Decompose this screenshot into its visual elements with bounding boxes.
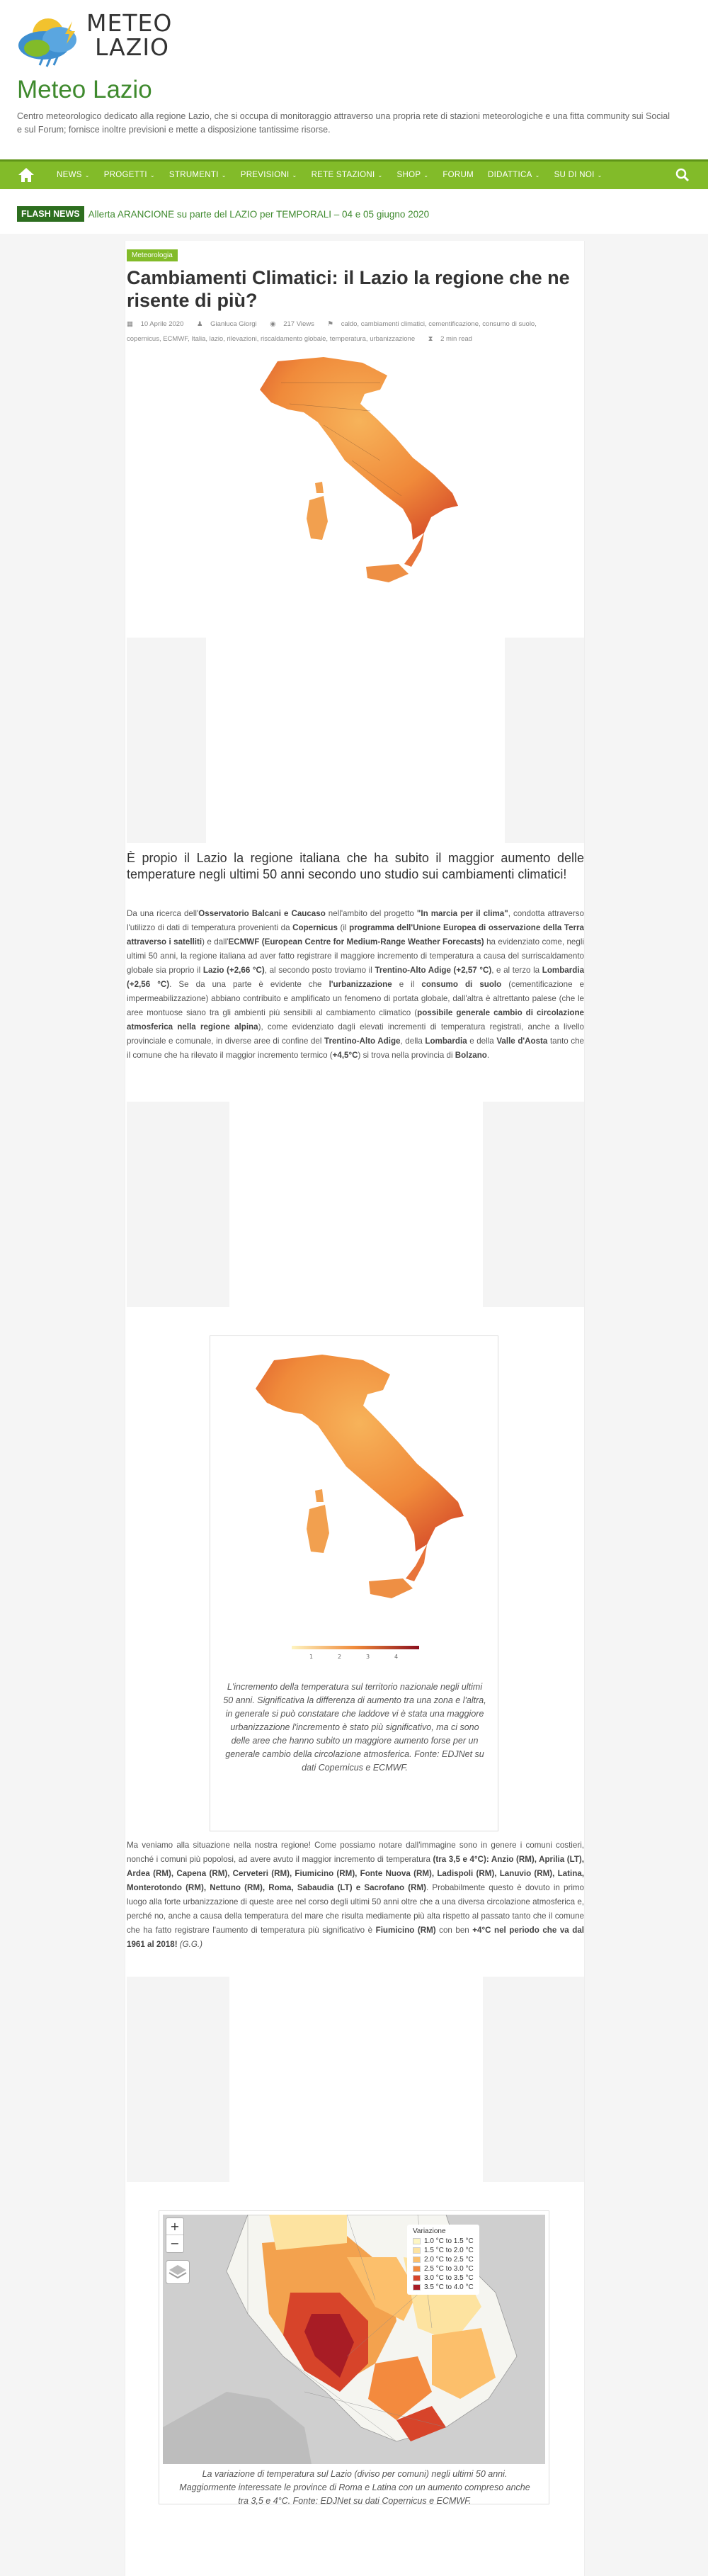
text-span: , e al terzo la [491, 966, 542, 975]
hourglass-icon: ⧗ [428, 335, 435, 343]
legend-label: 2.0 °C to 2.5 °C [424, 2256, 474, 2264]
nav-item-label: PROGETTI [103, 171, 147, 179]
interactive-map[interactable] [163, 2215, 545, 2464]
italy-heat-map-image [239, 354, 472, 599]
nav-item-shop[interactable] [390, 162, 436, 189]
legend-swatch [413, 2266, 421, 2272]
text-span: con ben [435, 1926, 473, 1935]
meta-author-text: Gianluca Giorgi [210, 320, 257, 328]
chevron-down-icon: ⌄ [292, 172, 297, 179]
legend-row [413, 2246, 474, 2255]
nav-item-label: DIDATTICA [488, 171, 532, 179]
nav-item-label: PREVISIONI [240, 171, 290, 179]
chevron-down-icon: ⌄ [149, 172, 155, 179]
legend-row [413, 2264, 474, 2273]
legend-rows [413, 2237, 474, 2292]
legend-swatch [413, 2238, 421, 2244]
figure-italy-temperature [210, 1335, 498, 1831]
article [125, 241, 585, 2576]
bold-span: Fiumicino (RM) [375, 1926, 436, 1935]
meta-date-text: 10 Aprile 2020 [140, 320, 184, 328]
text-span: . [486, 1051, 490, 1060]
calendar-icon: ▦ [127, 320, 135, 328]
scale-label: 3 [366, 1654, 370, 1660]
ad-placeholder [483, 1102, 584, 1307]
bold-span: +4°C nel periodo che va dal 1961 al 2018! [127, 1926, 584, 1949]
bold-span: Trentino-Alto Adige (+2,57 °C) [375, 966, 492, 975]
bold-span: Lombardia [425, 1036, 467, 1046]
legend-label: 1.0 °C to 1.5 °C [424, 2237, 474, 2245]
nav-menu [50, 162, 610, 189]
scale-label: 1 [309, 1654, 314, 1660]
logo-cloud-icon [16, 6, 86, 74]
italic-span: (G.G.) [179, 1940, 202, 1949]
text-span: nell'ambito del progetto [325, 909, 417, 918]
logo-word-bottom: LAZIO [95, 33, 170, 61]
bold-span: Bolzano [455, 1051, 487, 1060]
site-logo[interactable] [16, 6, 173, 74]
figure-caption: L'incremento della temperatura sul territorio nazionale negli ultimi 50 anni. Significativa la differenza di aumento tra una zona e l'altra, in generale si può constatare che laddove vi è stata una maggiore urbanizzazione l'incremento è stato più significativo, ma ci sono delle aree che hanno subito un maggiore aumento forse per un generale cambio della circolazione atmosferica. Fonte: EDJNet su dati Copernicus e ECMWF. [223, 1682, 486, 1773]
user-icon: ♟ [197, 320, 205, 328]
site-description: Centro meteorologico dedicato alla regione Lazio, che si occupa di monitoraggio attraverso una propria rete di stazioni meteorologiche e una fitta community sui Social e sul Forum; fornisce inoltre previsioni e mette a disposizione tantissime risorse. [17, 111, 670, 135]
text-span: ha evidenziato come, negli ultimi 50 anni, la regione italiana ad aver fatto registrare il maggiore incremento di temperatura a causa del surriscaldamento globale sia proprio il [127, 937, 584, 975]
text-span: . Probabilmente questo è dovuto in primo luogo alla forte urbanizzazione di queste aree nel corso degli ultimi 50 anni oltre che a una diversa circolazione atmosferica e, perché no, anche a causa della temperatura del mare che risulta mediamente più alta rispetto al passato tanto che il comune che ha fatto registrare l'aumento di temperatura più significativo è [127, 1883, 584, 1935]
bold-span: possibile generale cambio di circolazione atmosferica nella regione alpina [127, 1008, 584, 1032]
layers-icon [166, 2261, 189, 2283]
meta-views-text: 217 Views [283, 320, 314, 328]
bold-span: Valle d'Aosta [496, 1036, 548, 1046]
eye-icon: ◉ [270, 320, 278, 328]
article-paragraph-1 [127, 907, 584, 1063]
scale-label: 2 [338, 1654, 342, 1660]
chevron-down-icon: ⌄ [84, 172, 90, 179]
flash-news-badge: FLASH NEWS [17, 206, 84, 222]
article-title: Cambiamenti Climatici: il Lazio la regione che ne risente di più? [127, 267, 570, 311]
chevron-down-icon: ⌄ [221, 172, 227, 179]
text-span: ), come evidenziato dagli elevati incrementi di temperatura registrati, anche a livello provinciale e comunale, in diverse aree di confine del [127, 1022, 585, 1046]
legend-swatch [413, 2275, 421, 2281]
chevron-down-icon: ⌄ [535, 172, 540, 179]
meta-tags-text: caldo, cambiamenti climatici, cementificazione, consumo di suolo, copernicus, ECMWF, Italia, lazio, rilevazioni, riscaldamento globale, temperatura, urbanizzazione [127, 320, 537, 343]
text-span: , al secondo posto troviamo il [264, 966, 375, 975]
bold-span: Copernicus [292, 923, 338, 932]
bold-span: +4,5°C [332, 1051, 358, 1060]
nav-item-strumenti[interactable] [162, 162, 234, 189]
meta-date[interactable] [127, 320, 189, 328]
text-span: Da una ricerca dell' [127, 909, 199, 918]
nav-item-label: SHOP [396, 171, 421, 179]
ad-placeholder [127, 638, 206, 843]
nav-item-progetti[interactable] [97, 162, 162, 189]
nav-item-su-di-noi[interactable] [547, 162, 610, 189]
legend-label: 3.0 °C to 3.5 °C [424, 2274, 474, 2282]
nav-item-didattica[interactable] [481, 162, 547, 189]
legend-swatch [413, 2256, 421, 2263]
text-span: e il [392, 980, 422, 989]
bold-span: "In marcia per il clima" [416, 909, 508, 918]
chevron-down-icon: ⌄ [597, 172, 603, 179]
nav-item-label: STRUMENTI [169, 171, 219, 179]
zoom-out-button[interactable]: − [170, 2237, 180, 2250]
lazio-choropleth-map [163, 2215, 545, 2464]
search-icon[interactable] [675, 168, 690, 182]
flash-news-link[interactable]: Allerta ARANCIONE su parte del LAZIO per TEMPORALI – 04 e 05 giugno 2020 [88, 208, 430, 220]
article-meta [127, 317, 566, 346]
tag-icon: ⚑ [327, 320, 336, 328]
legend-row [413, 2273, 474, 2283]
figure-lazio-map [159, 2210, 549, 2504]
article-paragraph-2 [127, 1838, 584, 1952]
legend-swatch [413, 2284, 421, 2290]
meta-read-time [428, 335, 478, 343]
meta-author[interactable] [197, 320, 263, 328]
site-header [0, 0, 708, 159]
meta-read-text: 2 min read [440, 335, 472, 343]
legend-title: Variazione [413, 2227, 446, 2235]
ad-placeholder [127, 1977, 229, 2182]
bold-span: l'urbanizzazione [329, 980, 392, 989]
nav-item-label: FORUM [442, 171, 474, 179]
ad-placeholder [505, 638, 584, 843]
bold-span: Osservatorio Balcani e Caucaso [198, 909, 326, 918]
flash-news-bar [17, 205, 429, 222]
nav-item-news[interactable] [50, 162, 97, 189]
text-span: ) si trova nella provincia di [358, 1051, 455, 1060]
bold-span: ECMWF (European Centre for Medium-Range Weather Forecasts) [228, 937, 484, 947]
text-span: Ma veniamo alla situazione nella nostra regione! Come possiamo notare dall'immagine sono in genere i comuni costieri, nonché i comuni più popolosi, ad avere avuto il maggior incremento di temperatura [127, 1841, 584, 1864]
nav-item-previsioni[interactable] [234, 162, 304, 189]
italy-temperature-map-image [239, 1350, 472, 1620]
ad-placeholder [127, 1102, 229, 1307]
chevron-down-icon: ⌄ [377, 172, 383, 179]
meta-views [270, 320, 320, 328]
bold-span: Lazio (+2,66 °C) [202, 966, 265, 975]
layers-button[interactable] [166, 2260, 190, 2284]
bold-span: programma dell'Unione Europea di osservazione della Terra attraverso i satelliti [127, 923, 585, 947]
zoom-in-button[interactable]: + [166, 2218, 183, 2235]
text-span: e della [467, 1036, 497, 1046]
legend-swatch [413, 2247, 421, 2254]
legend-label: 2.5 °C to 3.0 °C [424, 2265, 474, 2273]
home-icon[interactable] [17, 166, 35, 183]
text-span: tanto che il comune che ha rilevato il maggior incremento termico ( [127, 1036, 585, 1060]
text-span: (cementificazione e impermeabilizzazione) abbiano contribuito e amplificato un fenomeno di portata globale, dall'altra è altrettanto palese (che le aree montuose siano tra gli ambienti più sensibili al cambiamento climatico ( [127, 980, 585, 1017]
map-zoom-controls [166, 2218, 184, 2253]
main-navigation [0, 159, 708, 189]
scale-label: 4 [394, 1654, 399, 1660]
nav-item-forum[interactable] [435, 162, 481, 189]
legend-label: 1.5 °C to 2.0 °C [424, 2247, 474, 2254]
logo-word-top: METEO [86, 9, 173, 37]
figure-caption: La variazione di temperatura sul Lazio (diviso per comuni) negli ultimi 50 anni. Maggiormente interessate le province di Roma e Latina con un aumento compreso anche tra 3,5 e 4°C. Fonte: EDJNet su dati Copernicus e ECMWF. [179, 2469, 530, 2506]
bold-span: consumo di suolo [421, 980, 502, 989]
legend-row [413, 2237, 474, 2246]
bold-span: (tra 3,5 e 4°C): Anzio (RM), Aprilia (LT), Ardea (RM), Capena (RM), Cerveteri (RM), Fiumicino (RM), Fonte Nuova (RM), Ladispoli (RM), Lanuvio (RM), Latina, Monterotondo (RM), Nettuno (RM), Roma, Sabaudia (LT) e Sacrofano (RM) [127, 1855, 584, 1892]
bold-span: Trentino-Alto Adige [324, 1036, 401, 1046]
text-span: . Se da una parte è evidente che [169, 980, 329, 989]
category-badge[interactable]: Meteorologia [127, 249, 178, 261]
map-legend [407, 2225, 479, 2295]
legend-label: 3.5 °C to 4.0 °C [424, 2283, 474, 2291]
article-lead: È propio il Lazio la regione italiana che ha subito il maggior aumento delle temperature negli ultimi 50 anni secondo uno studio sui cambiamenti climatici! [127, 851, 584, 881]
nav-item-label: SU DI NOI [554, 171, 595, 179]
text-span: , della [400, 1036, 426, 1046]
nav-item-rete-stazioni[interactable] [304, 162, 390, 189]
legend-row [413, 2255, 474, 2264]
site-title[interactable]: Meteo Lazio [17, 76, 152, 103]
text-span: , condotta attraverso l'utilizzo di dati di temperatura provenienti da [127, 909, 584, 932]
text-span: (il [337, 923, 350, 932]
ad-placeholder [483, 1977, 584, 2182]
nav-item-label: NEWS [57, 171, 82, 179]
text-span: ) e dall' [202, 937, 229, 947]
chevron-down-icon: ⌄ [423, 172, 429, 179]
nav-item-label: RETE STAZIONI [311, 171, 375, 179]
legend-row [413, 2283, 474, 2292]
bold-span: Lombardia (+2,56 °C) [127, 966, 585, 989]
